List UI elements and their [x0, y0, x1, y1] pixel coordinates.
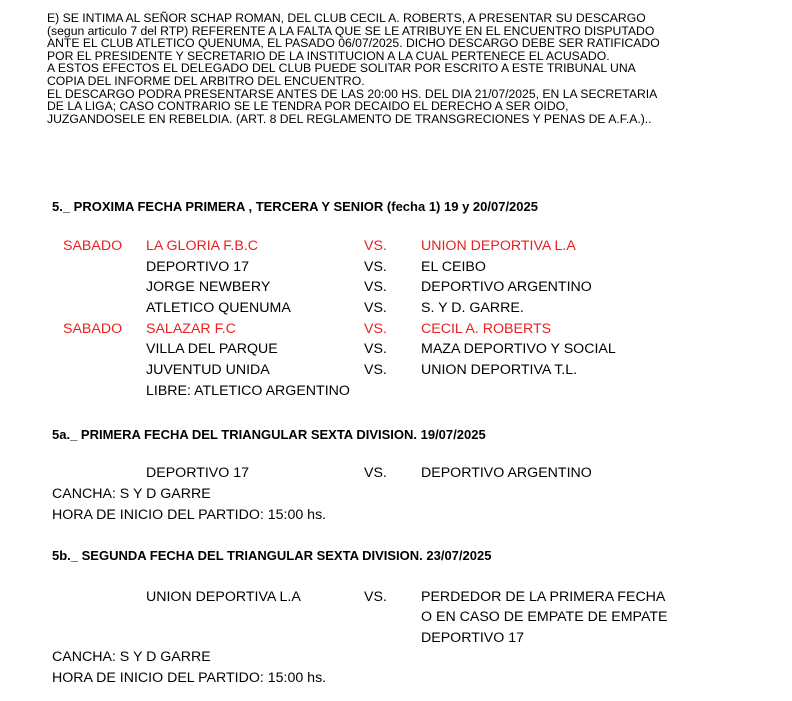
libre-row [0, 383, 792, 403]
intro-line: POR EL PRESIDENTE Y SECRETARIO DE LA INSTITUCION A LA CUAL PERTENECE EL ACUSADO. [47, 48, 610, 63]
intro-line: EL DESCARGO PODRA PRESENTARSE ANTES DE LAS 20:00 HS. DEL DIA 21/07/2025, EN LA SECRETARIA [47, 86, 658, 101]
match-away: DEPORTIVO ARGENTINO [421, 279, 592, 295]
match-vs: VS. [364, 321, 387, 337]
match-home: SALAZAR F.C [146, 321, 236, 337]
match-row [0, 321, 792, 341]
match-away-continued [0, 609, 792, 629]
match-vs: VS. [364, 465, 387, 481]
match-away: EL CEIBO [421, 259, 486, 275]
intro-line: ANTE EL CLUB ATLETICO QUENUMA, EL PASADO 06/07/2025. DICHO DESCARGO DEBE SER RATIFICADO [47, 36, 660, 51]
match-away-line: O EN CASO DE EMPATE DE EMPATE [421, 609, 668, 625]
match-away: DEPORTIVO ARGENTINO [421, 465, 592, 481]
match-away: PERDEDOR DE LA PRIMERA FECHA [421, 589, 666, 605]
match-vs: VS. [364, 362, 387, 378]
intro-line: A ESTOS EFECTOS EL DELEGADO DEL CLUB PUEDE SOLITAR POR ESCRITO A ESTE TRIBUNAL UNA [47, 61, 636, 76]
match-away-continued [0, 630, 792, 650]
match-vs: VS. [364, 300, 387, 316]
intro-line: COPIA DEL INFORME DEL ARBITRO DEL ENCUENTRO. [47, 73, 365, 88]
match-row [0, 362, 792, 382]
match-home: ATLETICO QUENUMA [146, 300, 291, 316]
match-home: DEPORTIVO 17 [146, 465, 250, 481]
match-away: UNION DEPORTIVA L.A [421, 238, 576, 254]
intro-line: JUZGANDOSELE EN REBELDIA. (ART. 8 DEL REGLAMENTO DE TRANSGRECIONES Y PENAS DE A.F.A.).. [47, 111, 652, 126]
intro-line: E) SE INTIMA AL SEÑOR SCHAP ROMAN, DEL CLUB CECIL A. ROBERTS, A PRESENTAR SU DESCARGO [47, 11, 646, 25]
match-row [0, 589, 792, 609]
start-time-label: HORA DE INICIO DEL PARTIDO: 15:00 hs. [52, 670, 327, 686]
match-away: UNION DEPORTIVA T.L. [421, 362, 578, 378]
match-row [0, 259, 792, 279]
intro-line: DE LA LIGA; CASO CONTRARIO SE LE TENDRA POR DECAIDO EL DERECHO A SER OIDO, [47, 99, 569, 114]
match-row [0, 465, 792, 485]
match-row [0, 279, 792, 299]
match-day: SABADO [63, 238, 123, 254]
section5b-heading: 5b._ SEGUNDA FECHA DEL TRIANGULAR SEXTA DIVISION. 23/07/2025 [52, 548, 492, 563]
match-away-line: DEPORTIVO 17 [421, 630, 525, 646]
match-row [0, 238, 792, 258]
match-away: CECIL A. ROBERTS [421, 321, 552, 337]
match-vs: VS. [364, 279, 387, 295]
section5a-heading: 5a._ PRIMERA FECHA DEL TRIANGULAR SEXTA DIVISION. 19/07/2025 [52, 427, 486, 442]
match-row [0, 341, 792, 361]
match-vs: VS. [364, 341, 387, 357]
match-home: JORGE NEWBERY [146, 279, 271, 295]
cancha-label: CANCHA: S Y D GARRE [52, 649, 211, 665]
cancha-label: CANCHA: S Y D GARRE [52, 486, 211, 502]
match-vs: VS. [364, 238, 387, 254]
match-vs: VS. [364, 589, 387, 605]
match-home: UNION DEPORTIVA L.A [146, 589, 301, 605]
start-time-label: HORA DE INICIO DEL PARTIDO: 15:00 hs. [52, 507, 327, 523]
match-home: JUVENTUD UNIDA [146, 362, 270, 378]
match-away: MAZA DEPORTIVO Y SOCIAL [421, 341, 616, 357]
intro-paragraph [47, 12, 767, 125]
match-home: VILLA DEL PARQUE [146, 341, 278, 357]
libre-text: LIBRE: ATLETICO ARGENTINO [146, 383, 350, 399]
match-home: DEPORTIVO 17 [146, 259, 250, 275]
match-vs: VS. [364, 259, 387, 275]
match-row [0, 300, 792, 320]
match-home: LA GLORIA F.B.C [146, 238, 258, 254]
section5-heading: 5._ PROXIMA FECHA PRIMERA , TERCERA Y SENIOR (fecha 1) 19 y 20/07/2025 [52, 199, 538, 214]
intro-line: (segun articulo 7 del RTP) REFERENTE A LA FALTA QUE SE LE ATRIBUYE EN EL ENCUENTRO DISPUTADO [47, 23, 655, 38]
match-away: S. Y D. GARRE. [421, 300, 524, 316]
match-day: SABADO [63, 321, 123, 337]
